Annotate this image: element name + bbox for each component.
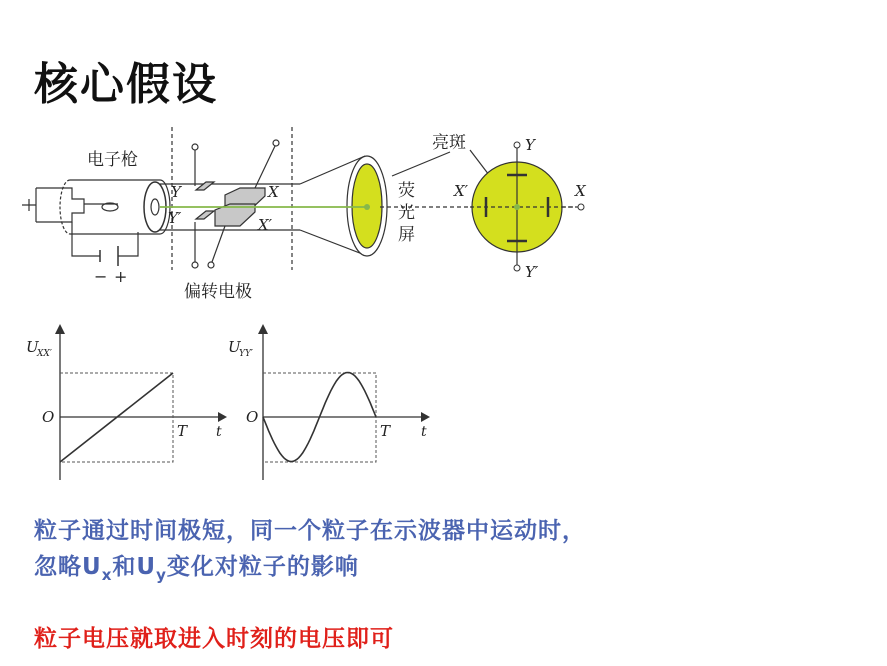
gun-label: 电子枪 bbox=[87, 150, 138, 170]
uxx-t-mark: T bbox=[177, 422, 188, 440]
plate-y-label: Y bbox=[171, 183, 181, 201]
screen-label-2: 光 bbox=[398, 203, 415, 223]
screen-label-3: 屏 bbox=[398, 225, 415, 245]
screen-front-view bbox=[470, 142, 584, 271]
electrode-label: 偏转电极 bbox=[184, 282, 252, 302]
plate-x-label: X bbox=[268, 183, 279, 201]
graph-uyy bbox=[228, 324, 430, 480]
note-line-2-b: 和U bbox=[112, 554, 157, 580]
screen-x-label: X bbox=[575, 182, 586, 200]
plus-sign: + bbox=[114, 267, 128, 286]
screen-y-label: Y bbox=[525, 136, 535, 154]
page-title: 核心假设 bbox=[34, 59, 218, 110]
uxx-t-axis: t bbox=[216, 424, 222, 440]
note-line-2-a: 忽略U bbox=[34, 554, 102, 580]
screen-y-prime-label: Y′ bbox=[525, 263, 539, 281]
note-line-2 bbox=[34, 548, 359, 584]
screen-x-prime-label: X′ bbox=[454, 182, 469, 200]
spot-label: 亮斑 bbox=[432, 133, 466, 153]
note-line-2-c: 变化对粒子的影响 bbox=[166, 554, 359, 580]
minus-sign: − bbox=[94, 267, 108, 286]
note-line-1: 粒子通过时间极短，同一个粒子在示波器中运动时， bbox=[34, 518, 586, 544]
uxx-axis-sub: XX′ bbox=[37, 349, 52, 359]
uyy-axis-label: U bbox=[228, 338, 241, 356]
uxx-origin: O bbox=[42, 408, 55, 426]
note-line-3: 粒子电压就取进入时刻的电压即可 bbox=[34, 626, 394, 652]
uyy-axis-sub: YY′ bbox=[239, 349, 253, 359]
plate-x-prime-label: X′ bbox=[258, 216, 273, 234]
uyy-t-mark: T bbox=[380, 422, 391, 440]
graph-uxx bbox=[26, 324, 227, 480]
uyy-origin: O bbox=[246, 408, 259, 426]
uyy-t-axis: t bbox=[421, 424, 427, 440]
plate-y-prime-label: Y′ bbox=[168, 209, 182, 227]
note-sub-y: y bbox=[156, 566, 167, 584]
screen-label-1: 荧 bbox=[398, 181, 415, 201]
uxx-axis-label: U bbox=[26, 338, 39, 356]
note-sub-x: x bbox=[101, 566, 113, 584]
